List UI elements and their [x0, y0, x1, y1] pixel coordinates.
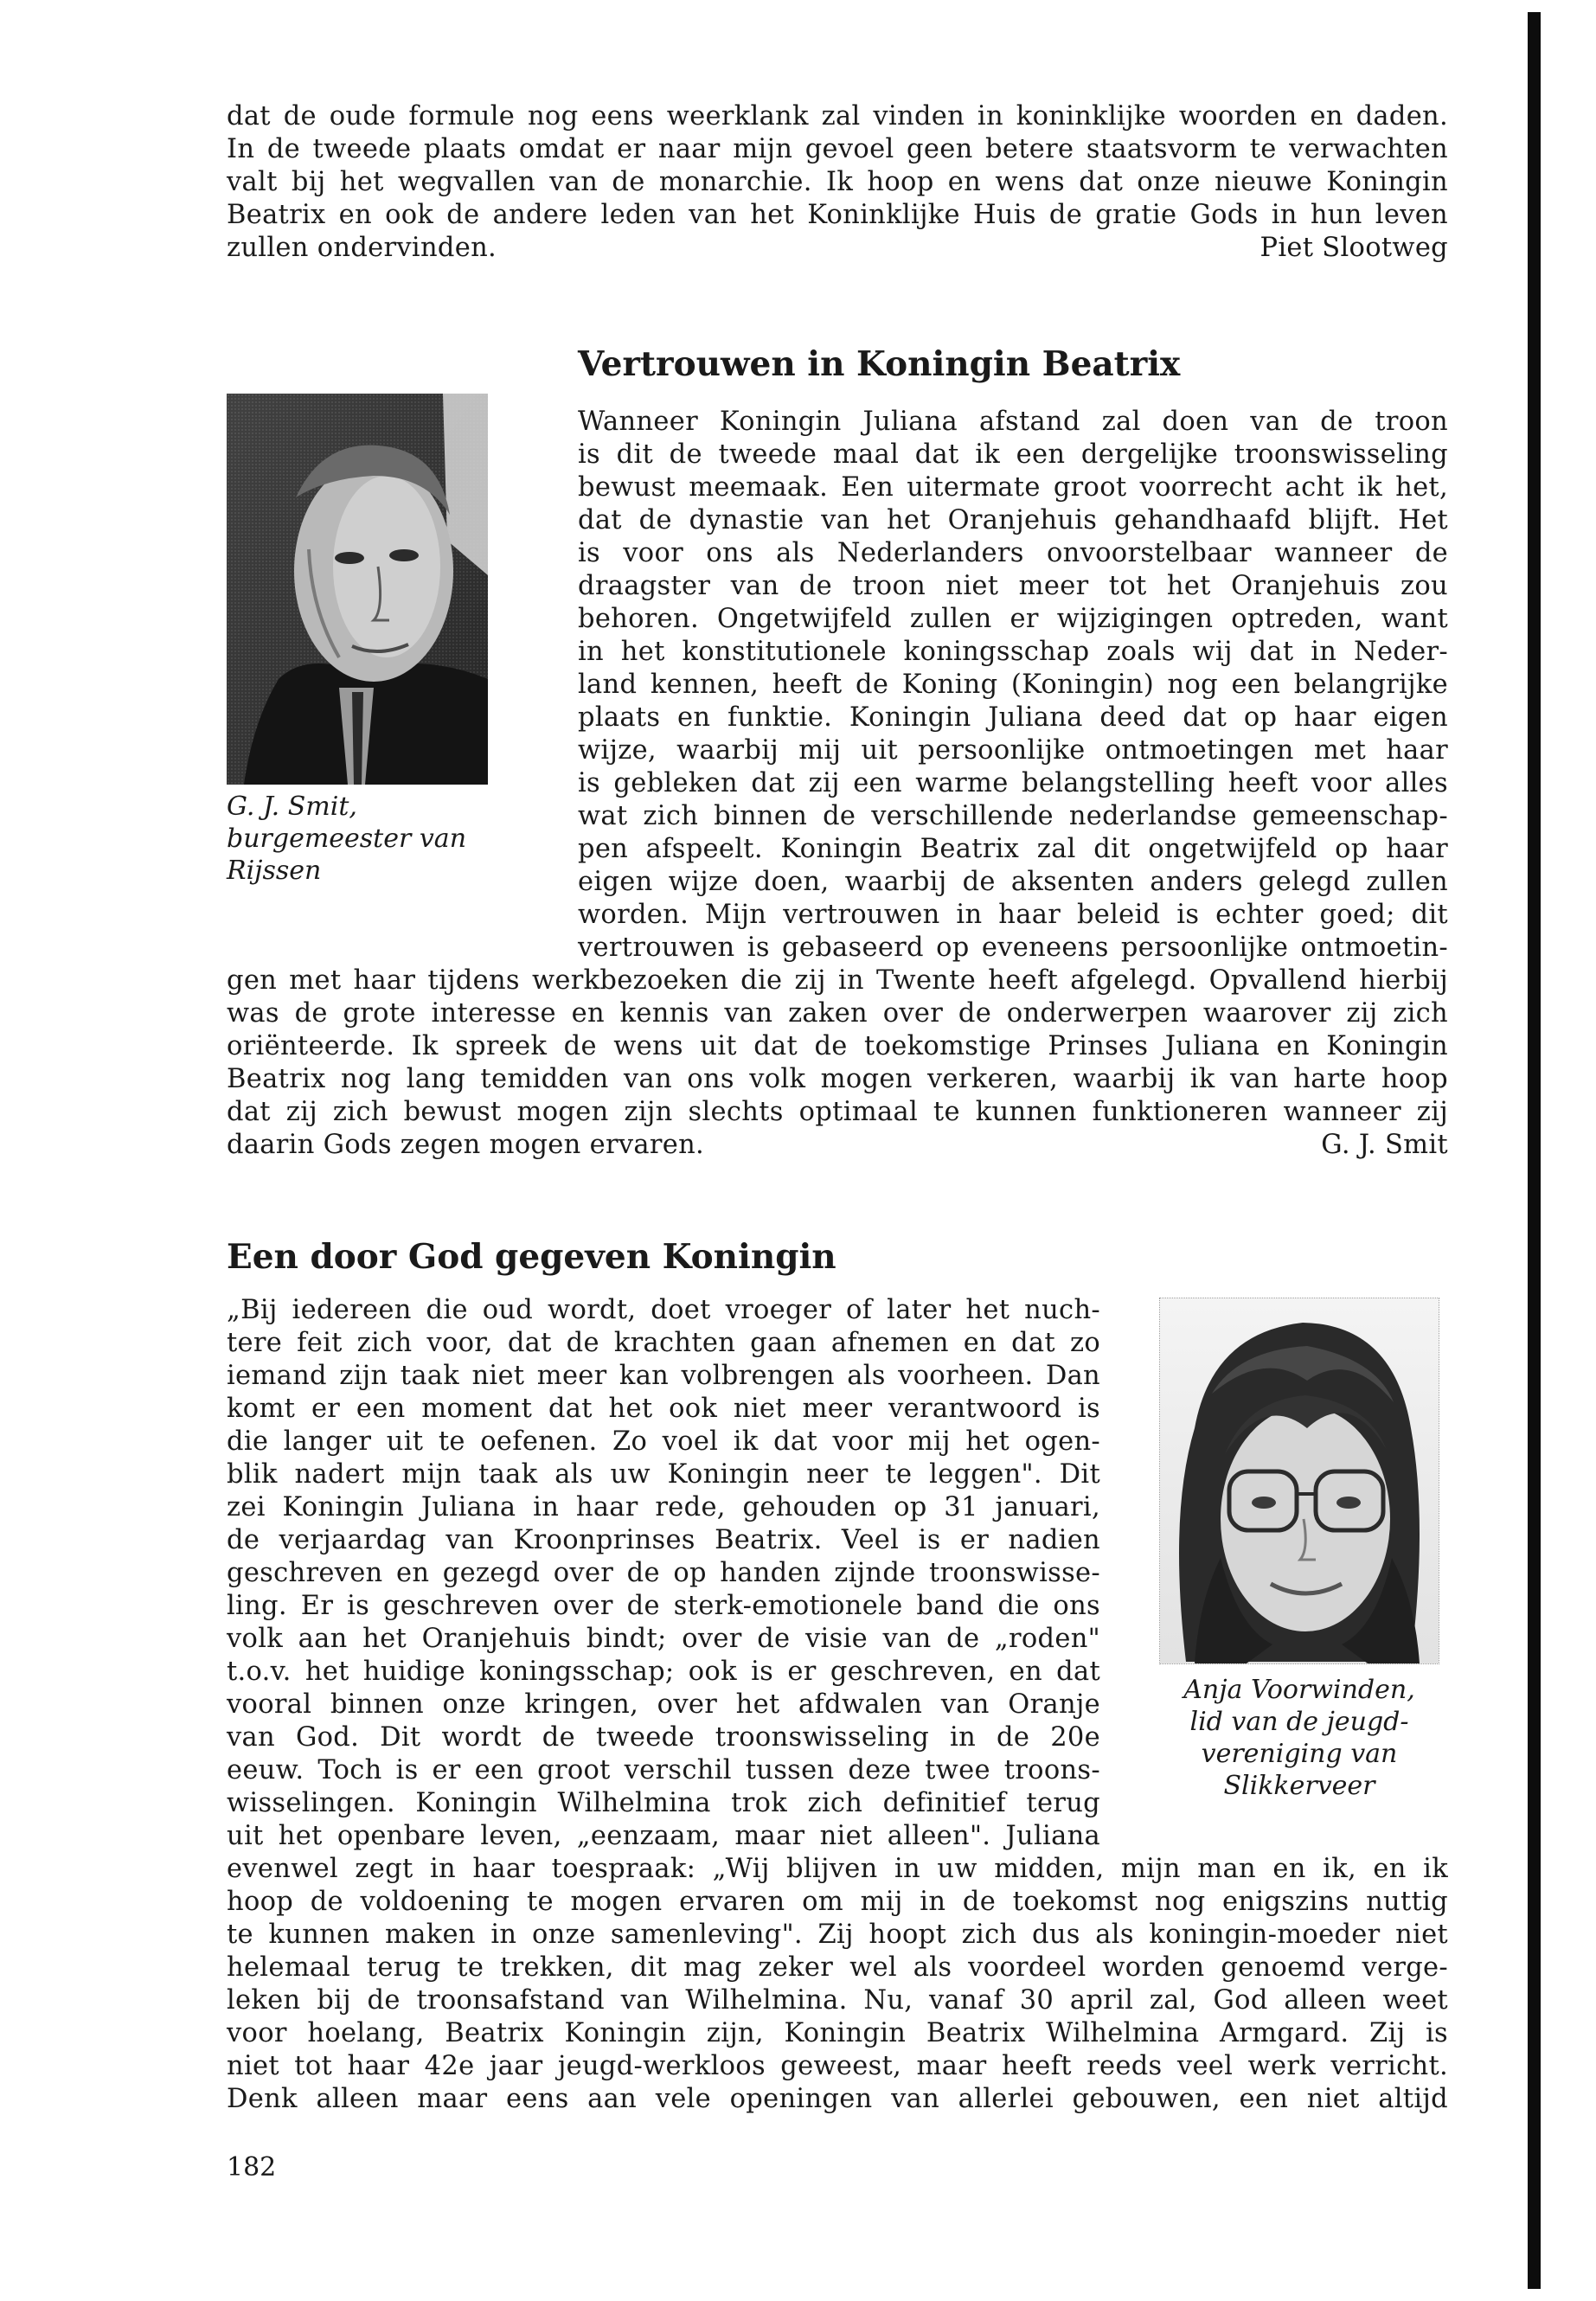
- article1-line: is gebleken dat zij een warme belangstelling heeft voor alles: [578, 768, 1448, 798]
- article1-line: bewust meemaak. Een uitermate groot voorrecht acht ik het,: [578, 472, 1448, 503]
- article2-line: leken bij de troonsafstand van Wilhelmina. Nu, vanaf 30 april zal, God alleen weet: [227, 1985, 1448, 2016]
- intro-signature: Piet Slootweg: [1259, 233, 1448, 263]
- page-number: 182: [227, 2152, 277, 2182]
- article2-line: volk aan het Oranjehuis bindt; over de visie van de „roden": [227, 1624, 1100, 1654]
- article2-line: vooral binnen onze kringen, over het afdwalen van Oranje: [227, 1689, 1100, 1720]
- article1-line: Wanneer Koningin Juliana afstand zal doen van de troon: [578, 407, 1448, 437]
- article2-line: Denk alleen maar eens aan vele openingen van allerlei gebouwen, een niet altijd: [227, 2084, 1448, 2114]
- article1-line: land kennen, heeft de Koning (Koningin) nog een belangrijke: [578, 670, 1448, 700]
- article1-line: Beatrix nog lang temidden van ons volk mogen verkeren, waarbij ik van harte hoop: [227, 1064, 1448, 1094]
- photo-caption: Rijssen: [227, 856, 322, 886]
- article1-line: vertrouwen is gebaseerd op eveneens persoonlijke ontmoetin-: [578, 933, 1448, 963]
- article1-line: is dit de tweede maal dat ik een dergelijke troonswisseling: [578, 439, 1448, 470]
- article1-line: wijze, waarbij mij uit persoonlijke ontmoetingen met haar: [578, 735, 1448, 766]
- portrait-smit-image: [227, 394, 488, 785]
- article2-line: helemaal terug te trekken, dit mag zeker wel als voordeel worden genoemd verge-: [227, 1952, 1448, 1983]
- intro-line: valt bij het wegvallen van de monarchie. Ik hoop en wens dat onze nieuwe Koningin: [227, 167, 1448, 197]
- intro-line: dat de oude formule nog eens weerklank zal vinden in koninklijke woorden en daden.: [227, 101, 1448, 131]
- intro-line: In de tweede plaats omdat er naar mijn gevoel geen betere staatsvorm te verwachten: [227, 134, 1448, 164]
- article2-line: „Bij iedereen die oud wordt, doet vroeger of later het nuch-: [227, 1295, 1100, 1325]
- photo-caption: burgemeester van: [227, 824, 467, 854]
- article1-line: gen met haar tijdens werkbezoeken die zij in Twente heeft afgelegd. Opvallend hierbij: [227, 965, 1448, 996]
- portrait-voorwinden: [1159, 1298, 1439, 1664]
- intro-line: zullen ondervinden.: [227, 233, 497, 263]
- article2-line: wisselingen. Koningin Wilhelmina trok zich definitief terug: [227, 1788, 1100, 1818]
- article1-title: Vertrouwen in Koningin Beatrix: [578, 344, 1181, 384]
- photo-caption: lid van de jeugd-: [1189, 1707, 1409, 1737]
- article2-line: de verjaardag van Kroonprinses Beatrix. Veel is er nadien: [227, 1525, 1100, 1555]
- article1-signature: G. J. Smit: [1321, 1130, 1448, 1160]
- article2-line: eeuw. Toch is er een groot verschil tussen deze twee troons-: [227, 1755, 1100, 1785]
- article1-line: daarin Gods zegen mogen ervaren.: [227, 1130, 705, 1160]
- photo-caption: G. J. Smit,: [227, 792, 357, 822]
- article2-line: tere feit zich voor, dat de krachten gaan afnemen en dat zo: [227, 1328, 1100, 1358]
- portrait-smit: [227, 394, 488, 785]
- article2-line: t.o.v. het huidige koningsschap; ook is er geschreven, en dat: [227, 1657, 1100, 1687]
- article2-line: evenwel zegt in haar toespraak: „Wij blijven in uw midden, mijn man en ik, en ik: [227, 1854, 1448, 1884]
- article2-line: uit het openbare leven, „eenzaam, maar niet alleen". Juliana: [227, 1821, 1100, 1851]
- photo-caption: Anja Voorwinden,: [1183, 1675, 1415, 1705]
- article1-line: is voor ons als Nederlanders onvoorstelbaar wanneer de: [578, 538, 1448, 568]
- article2-line: komt er een moment dat het ook niet meer verantwoord is: [227, 1394, 1100, 1424]
- article2-line: blik nadert mijn taak als uw Koningin neer te leggen". Dit: [227, 1459, 1100, 1490]
- article1-line: dat de dynastie van het Oranjehuis gehandhaafd blijft. Het: [578, 505, 1448, 535]
- article1-line: was de grote interesse en kennis van zaken over de onderwerpen waarover zij zich: [227, 998, 1448, 1029]
- article2-title: Een door God gegeven Koningin: [227, 1237, 836, 1277]
- article2-line: iemand zijn taak niet meer kan volbrengen als voorheen. Dan: [227, 1361, 1100, 1391]
- intro-line: Beatrix en ook de andere leden van het Koninklijke Huis de gratie Gods in hun leven: [227, 200, 1448, 230]
- article1-line: worden. Mijn vertrouwen in haar beleid is echter goed; dit: [578, 900, 1448, 930]
- article2-line: zei Koningin Juliana in haar rede, gehouden op 31 januari,: [227, 1492, 1100, 1522]
- article1-line: wat zich binnen de verschillende nederlandse gemeenschap-: [578, 801, 1448, 831]
- article1-line: behoren. Ongetwijfeld zullen er wijzigingen optreden, want: [578, 604, 1448, 634]
- scan-edge-bar: [1528, 12, 1541, 2289]
- portrait-voorwinden-image: [1160, 1298, 1439, 1663]
- article1-line: draagster van de troon niet meer tot het Oranjehuis zou: [578, 571, 1448, 601]
- article2-line: voor hoelang, Beatrix Koningin zijn, Koningin Beatrix Wilhelmina Armgard. Zij is: [227, 2018, 1448, 2048]
- article2-line: te kunnen maken in onze samenleving". Zij hoopt zich dus als koningin-moeder niet: [227, 1920, 1448, 1950]
- article2-line: niet tot haar 42e jaar jeugd-werkloos geweest, maar heeft reeds veel werk verricht.: [227, 2051, 1448, 2081]
- article1-line: dat zij zich bewust mogen zijn slechts optimaal te kunnen funktioneren wanneer zij: [227, 1097, 1448, 1127]
- article1-line: plaats en funktie. Koningin Juliana deed dat op haar eigen: [578, 702, 1448, 733]
- article1-line: pen afspeelt. Koningin Beatrix zal dit ongetwijfeld op haar: [578, 834, 1448, 864]
- photo-caption: Slikkerveer: [1223, 1771, 1375, 1801]
- article1-line: in het konstitutionele koningsschap zoals wij dat in Neder-: [578, 637, 1448, 667]
- photo-caption: vereniging van: [1201, 1739, 1398, 1769]
- article1-line: eigen wijze doen, waarbij de aksenten anders gelegd zullen: [578, 867, 1448, 897]
- article1-line: oriënteerde. Ik spreek de wens uit dat de toekomstige Prinses Juliana en Koningin: [227, 1031, 1448, 1061]
- article2-line: ling. Er is geschreven over de sterk-emotionele band die ons: [227, 1591, 1100, 1621]
- article2-line: geschreven en gezegd over de op handen zijnde troonswisse-: [227, 1558, 1100, 1588]
- article2-line: die langer uit te oefenen. Zo voel ik dat voor mij het ogen-: [227, 1426, 1100, 1457]
- article2-line: van God. Dit wordt de tweede troonswisseling in de 20e: [227, 1722, 1100, 1753]
- article2-line: hoop de voldoening te mogen ervaren om mij in de toekomst nog enigszins nuttig: [227, 1887, 1448, 1917]
